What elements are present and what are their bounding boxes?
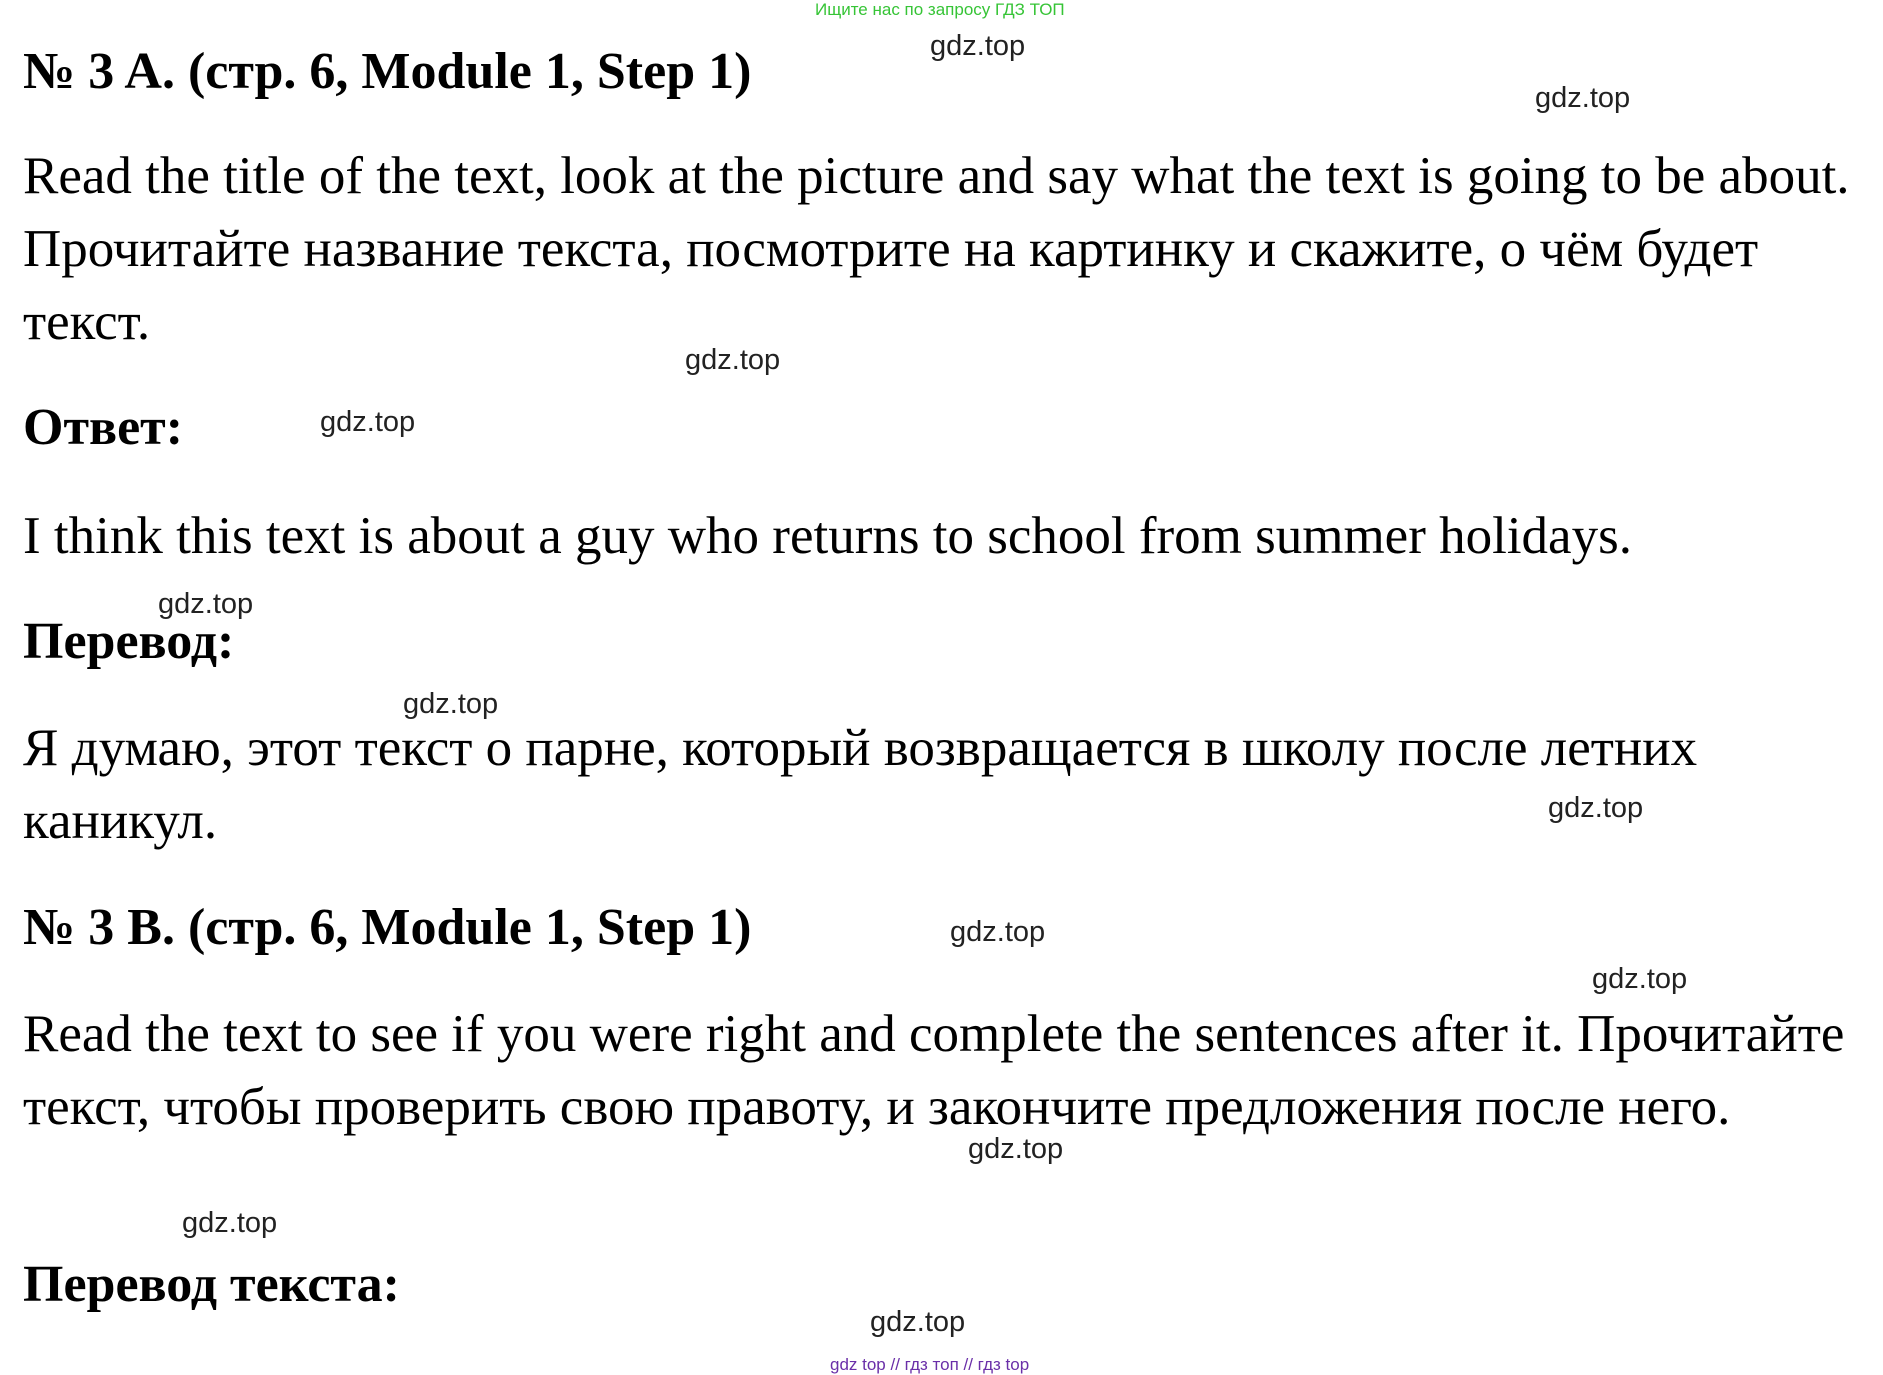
watermark: gdz.top <box>182 1207 278 1239</box>
task-b-title: № 3 B. (стр. 6, Module 1, Step 1) <box>23 899 752 956</box>
task-a-translation-label: Перевод: <box>23 613 235 670</box>
watermark: gdz.top <box>950 916 1046 948</box>
task-a-title: № 3 A. (стр. 6, Module 1, Step 1) <box>23 43 752 100</box>
watermark: gdz.top <box>1592 963 1688 995</box>
watermark: gdz.top <box>930 30 1026 62</box>
task-b-text-translation-label: Перевод текста: <box>23 1256 400 1313</box>
watermark: gdz.top <box>968 1133 1064 1165</box>
task-a-answer-label: Ответ: <box>23 399 184 456</box>
task-b-instruction: Read the text to see if you were right and complete the sentences after it. Прочитайте текст, чтобы проверить свою правоту, и закончите предложения после него. <box>23 1005 1845 1136</box>
watermark: gdz.top <box>320 406 416 438</box>
watermark: gdz.top <box>403 688 499 720</box>
footer-text: gdz top // гдз топ // гдз top <box>830 1355 1030 1374</box>
task-a-translation: Я думаю, этот текст о парне, который возвращается в школу после летних каникул. <box>23 719 1698 850</box>
watermark: gdz.top <box>685 344 781 376</box>
top-banner: Ищите нас по запросу ГДЗ ТОП <box>815 0 1065 19</box>
watermark: gdz.top <box>1535 82 1631 114</box>
watermark: gdz.top <box>158 588 254 620</box>
task-a-answer: I think this text is about a guy who returns to school from summer holidays. <box>23 507 1632 565</box>
watermark: gdz.top <box>870 1306 966 1338</box>
task-a-instruction: Read the title of the text, look at the picture and say what the text is going to be about. Прочитайте название текста, посмотрите на картинку и скажите, о чём будет текст. <box>23 147 1850 351</box>
watermark: gdz.top <box>1548 792 1644 824</box>
